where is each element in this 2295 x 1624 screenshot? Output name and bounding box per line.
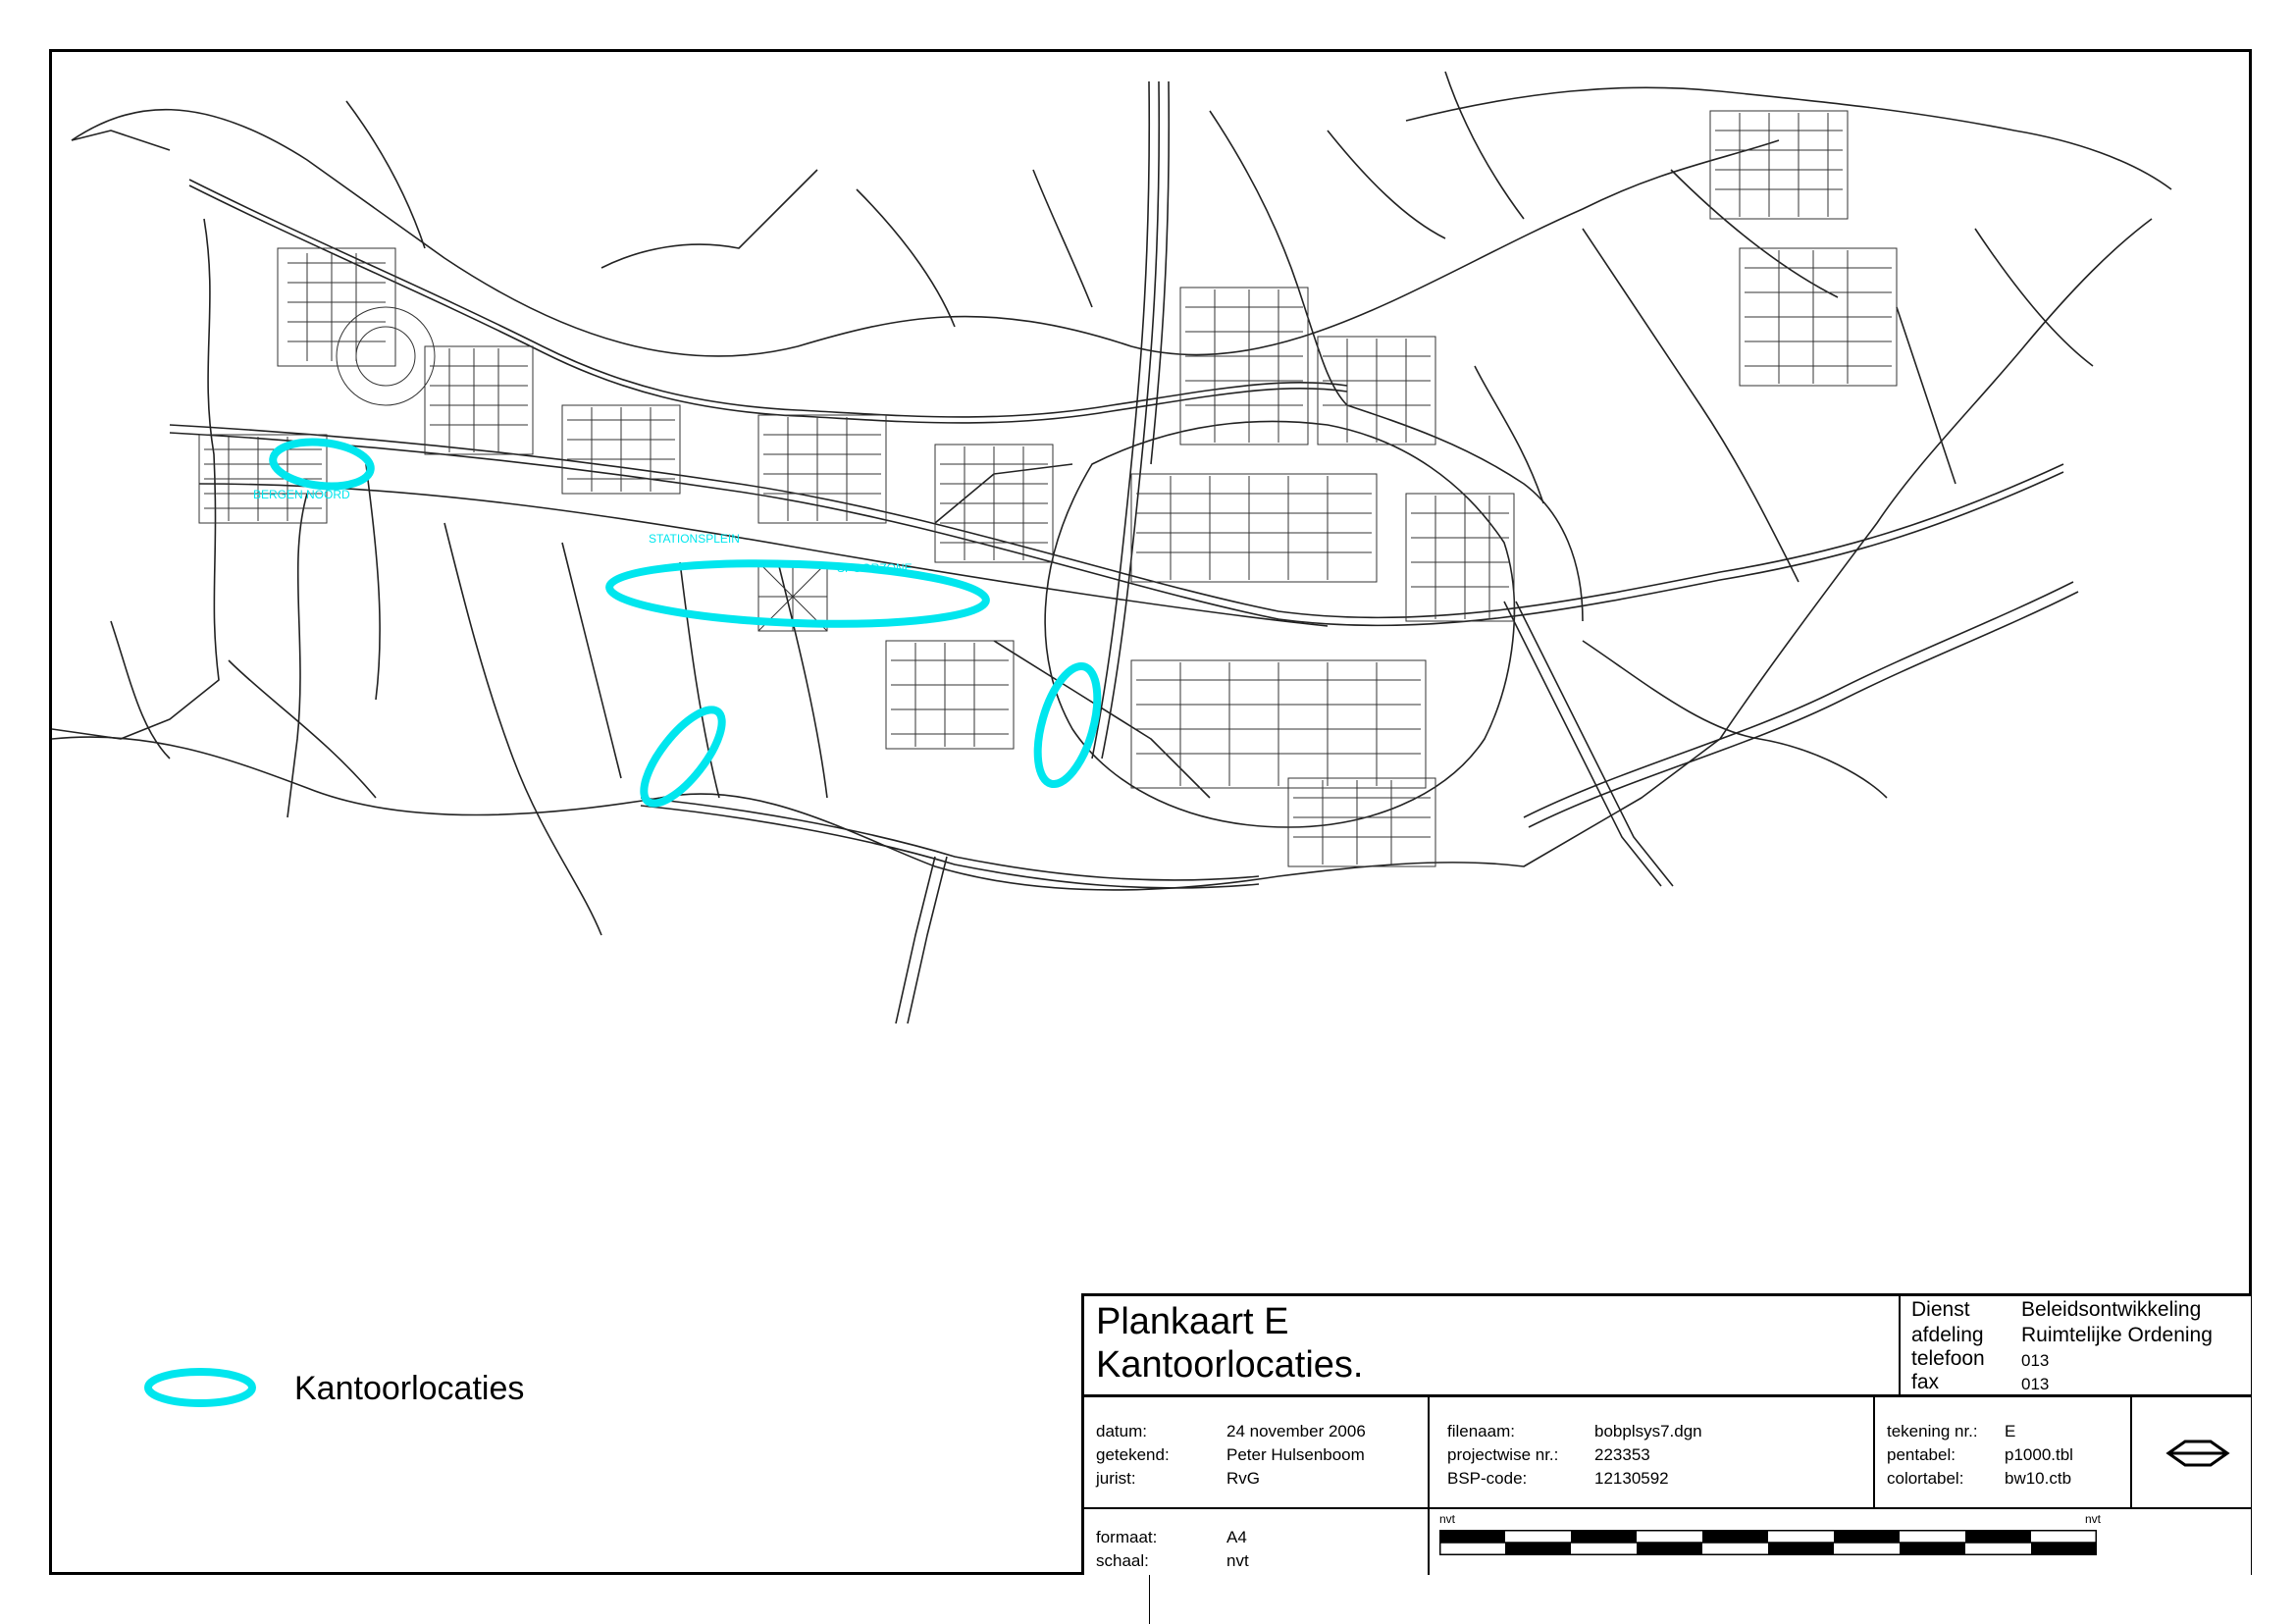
street-network [52, 72, 2171, 1023]
bsp-label: BSP-code: [1447, 1469, 1528, 1488]
filenaam-label: filenaam: [1447, 1422, 1515, 1441]
projectwise-value: 223353 [1594, 1445, 1650, 1464]
legend-ellipse-icon [142, 1368, 258, 1407]
city-map[interactable] [52, 52, 2246, 1290]
tekening-label: tekening nr.: [1887, 1422, 1978, 1441]
formaat-label: formaat: [1096, 1528, 1158, 1546]
afdeling-label: afdeling [1911, 1324, 1984, 1346]
center-tick-mark [1149, 1575, 1150, 1624]
title-block [1081, 1293, 2251, 1575]
filenaam-value: bobplsys7.dgn [1594, 1422, 1702, 1441]
location-label-bergen: BERGEN NOORD [253, 488, 350, 501]
tekening-value: E [2005, 1422, 2016, 1441]
projectwise-label: projectwise nr.: [1447, 1445, 1559, 1464]
getekend-value: Peter Hulsenboom [1226, 1445, 1365, 1464]
fax-value: 013 [2021, 1375, 2050, 1393]
office-location-central[interactable] [608, 557, 987, 629]
colortabel-label: colortabel: [1887, 1469, 1964, 1488]
datum-label: datum: [1096, 1422, 1147, 1441]
fax-label: fax [1911, 1371, 1940, 1393]
scalebar-right-label: nvt [2085, 1512, 2102, 1526]
north-arrow-icon [2164, 1434, 2232, 1473]
residential-blocks [199, 111, 1897, 866]
datum-value: 24 november 2006 [1226, 1422, 1366, 1441]
pentabel-label: pentabel: [1887, 1445, 1956, 1464]
schaal-label: schaal: [1096, 1551, 1149, 1570]
title-line-2: Kantoorlocaties. [1096, 1344, 1364, 1386]
office-location-southeast[interactable] [1026, 659, 1109, 791]
schaal-value: nvt [1226, 1551, 1249, 1570]
map-legend [142, 1364, 554, 1413]
location-label-station: STATIONSPLEIN [649, 532, 740, 546]
formaat-value: A4 [1226, 1528, 1247, 1546]
dienst-value: Beleidsontwikkeling [2021, 1298, 2202, 1321]
afdeling-value: Ruimtelijke Ordening [2021, 1324, 2213, 1346]
scale-bar [1439, 1530, 2097, 1555]
bsp-value: 12130592 [1594, 1469, 1669, 1488]
pentabel-value: p1000.tbl [2005, 1445, 2073, 1464]
jurist-value: RvG [1226, 1469, 1260, 1488]
dienst-label: Dienst [1911, 1298, 1970, 1321]
telefoon-value: 013 [2021, 1351, 2050, 1370]
getekend-label: getekend: [1096, 1445, 1170, 1464]
colortabel-value: bw10.ctb [2005, 1469, 2072, 1488]
scalebar-left-label: nvt [1439, 1512, 1456, 1526]
location-label-spoorzone: SPOORZONE [837, 561, 913, 575]
telefoon-label: telefoon [1911, 1347, 1985, 1370]
office-locations [271, 438, 1109, 814]
jurist-label: jurist: [1096, 1469, 1136, 1488]
legend-label: Kantoorlocaties [294, 1370, 525, 1407]
title-line-1: Plankaart E [1096, 1301, 1289, 1342]
